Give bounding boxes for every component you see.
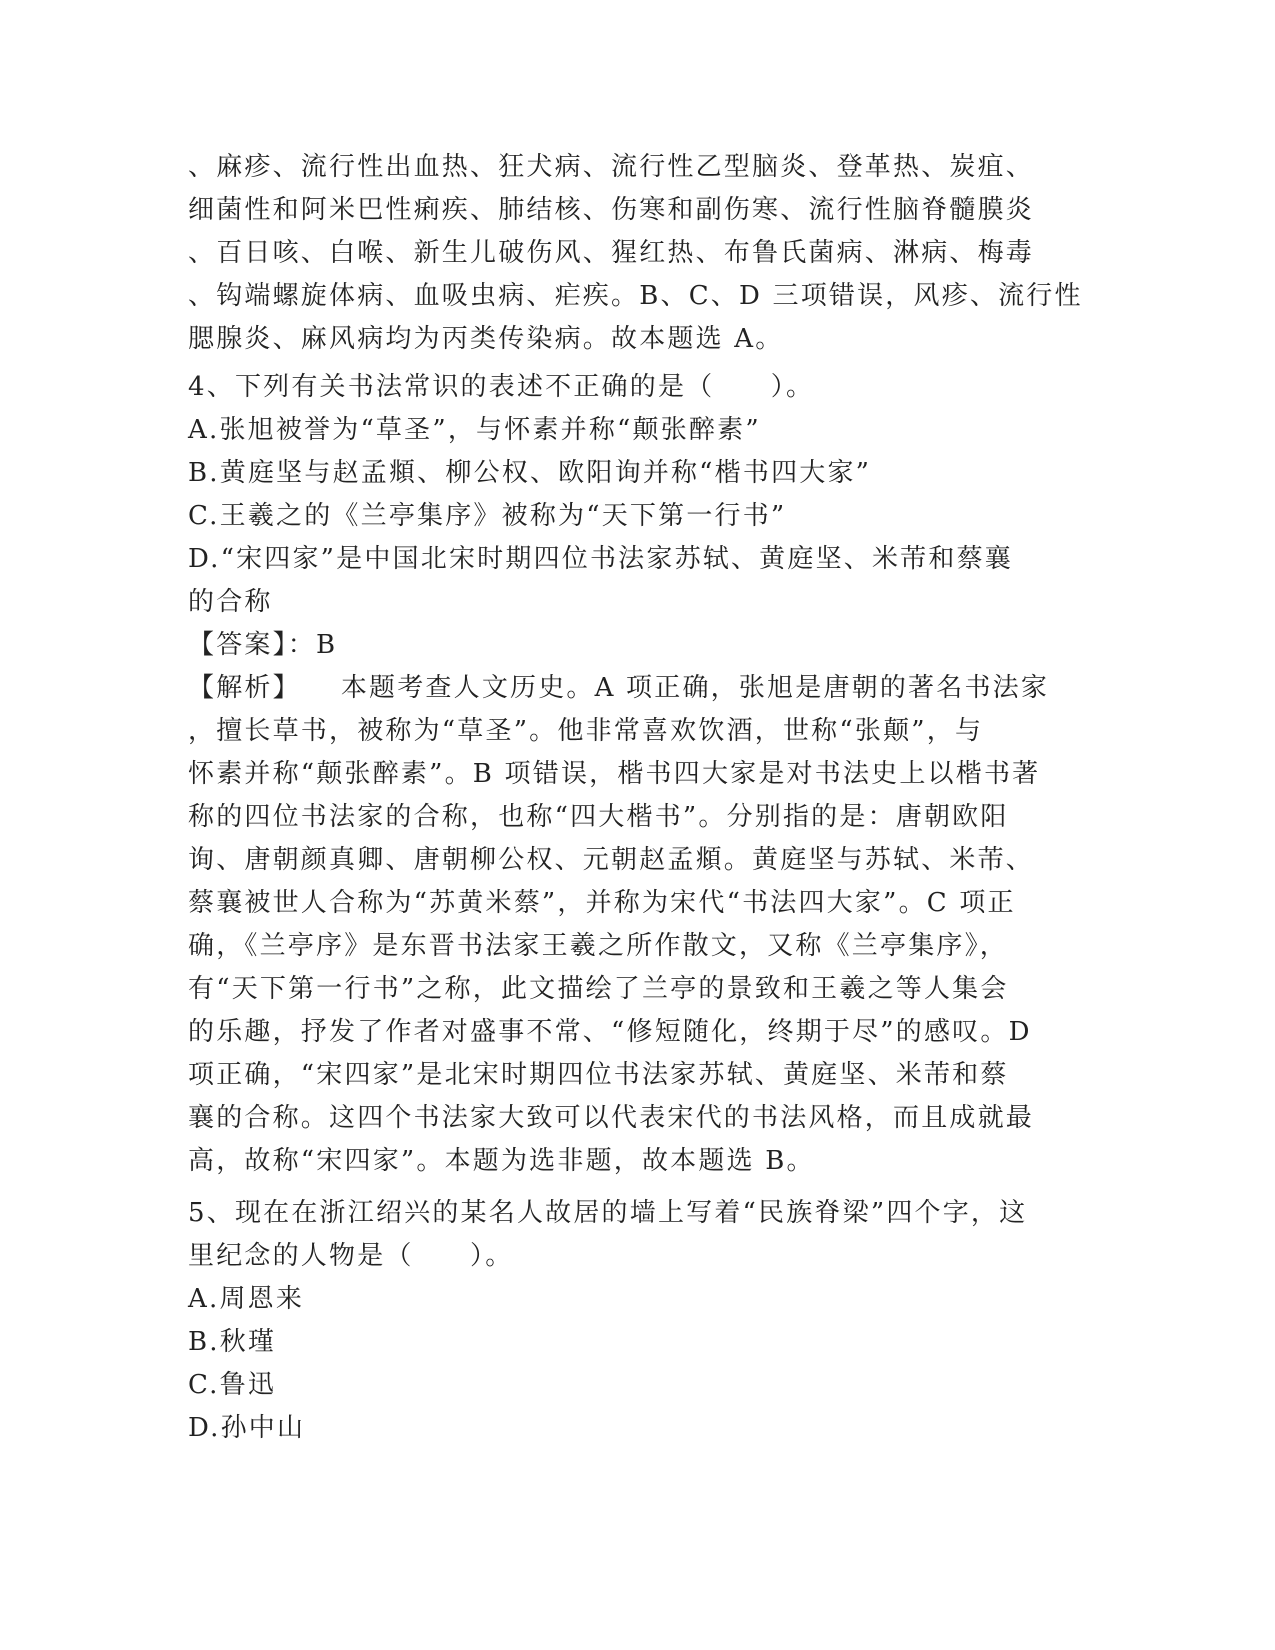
option-d: D.“宋四家”是中国北宋时期四位书法家苏轼、黄庭坚、米芾和蔡襄 xyxy=(188,544,1013,574)
question-4 xyxy=(188,366,1078,1183)
text-line: 腮腺炎、麻风病均为丙类传染病。故本题选 A。 xyxy=(188,324,784,354)
option-a: A.周恩来 xyxy=(188,1284,305,1314)
option-b: B.秋瑾 xyxy=(188,1327,277,1357)
option-a: A.张旭被誉为“草圣”，与怀素并称“颠张醉素” xyxy=(188,415,761,445)
option-b: B.黄庭坚与赵孟頫、柳公权、欧阳询并称“楷书四大家” xyxy=(188,458,872,488)
answer-line xyxy=(188,624,1078,667)
option-d: D.孙中山 xyxy=(188,1413,306,1443)
analysis-line: 项正确，“宋四家”是北宋时期四位书法家苏轼、黄庭坚、米芾和蔡 xyxy=(188,1060,1009,1090)
analysis-line: ，擅长草书，被称为“草圣”。他非常喜欢饮酒，世称“张颠”，与 xyxy=(188,716,984,746)
question-5 xyxy=(188,1192,1078,1450)
option-c: C.王羲之的《兰亭集序》被称为“天下第一行书” xyxy=(188,501,787,531)
option-c: C.鲁迅 xyxy=(188,1370,277,1400)
text-line: 、百日咳、白喉、新生儿破伤风、猩红热、布鲁氏菌病、淋病、梅毒 xyxy=(188,238,1035,268)
analysis-line: 的乐趣，抒发了作者对盛事不常、“修短随化，终期于尽”的感叹。D xyxy=(188,1017,1032,1047)
analysis-line: 蔡襄被世人合称为“苏黄米蔡”，并称为宋代“书法四大家”。C 项正 xyxy=(188,888,1016,918)
analysis-line: 有“天下第一行书”之称，此文描绘了兰亭的景致和王羲之等人集会 xyxy=(188,974,1009,1004)
question-stem: 5、现在在浙江绍兴的某名人故居的墙上写着“民族脊梁”四个字，这 xyxy=(188,1198,1028,1228)
analysis-line: 称的四位书法家的合称，也称“四大楷书”。分别指的是：唐朝欧阳 xyxy=(188,802,1009,832)
analysis-line: 怀素并称“颠张醉素”。B 项错误，楷书四大家是对书法史上以楷书著 xyxy=(188,759,1041,789)
question-stem-continued: 里纪念的人物是（ ）。 xyxy=(188,1241,514,1271)
analysis-line: 询、唐朝颜真卿、唐朝柳公权、元朝赵孟頫。黄庭坚与苏轼、米芾、 xyxy=(188,845,1035,875)
analysis-label: 【解析】 xyxy=(188,673,301,703)
option-d-continued: 的合称 xyxy=(188,587,273,617)
analysis-first-line xyxy=(188,667,1078,710)
answer-value: B xyxy=(316,630,338,660)
text-line: 、钩端螺旋体病、血吸虫病、疟疾。B、C、D 三项错误，风疹、流行性 xyxy=(188,281,1083,311)
answer-label: 【答案】： xyxy=(188,630,317,660)
analysis-line: 襄的合称。这四个书法家大致可以代表宋代的书法风格，而且成就最 xyxy=(188,1103,1035,1133)
question-stem: 4、下列有关书法常识的表述不正确的是（ ）。 xyxy=(188,372,815,402)
q3-explanation-tail xyxy=(188,146,1083,361)
text-line: 、麻疹、流行性出血热、狂犬病、流行性乙型脑炎、登革热、炭疽、 xyxy=(188,152,1035,182)
analysis-text: 本题考查人文历史。A 项正确，张旭是唐朝的著名书法家 xyxy=(340,673,1050,703)
analysis-line: 高，故称“宋四家”。本题为选非题，故本题选 B。 xyxy=(188,1146,815,1176)
text-line: 细菌性和阿米巴性痢疾、肺结核、伤寒和副伤寒、流行性脑脊髓膜炎 xyxy=(188,195,1035,225)
analysis-line: 确，《兰亭序》是东晋书法家王羲之所作散文，又称《兰亭集序》， xyxy=(188,931,1009,961)
